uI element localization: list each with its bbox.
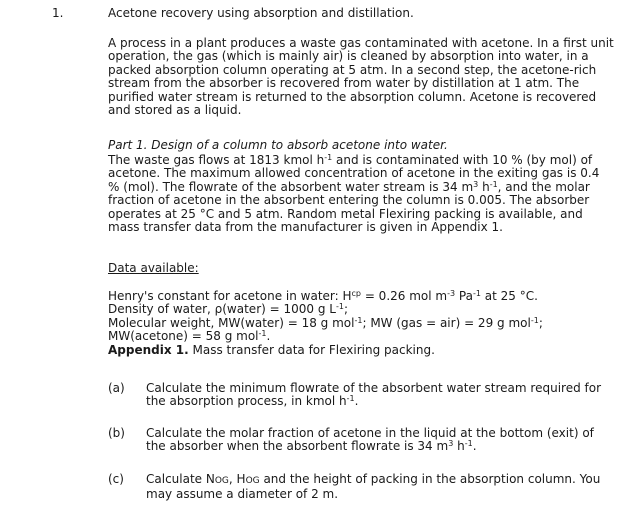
qc-sub-og: OG	[214, 476, 229, 486]
subquestion-a-text	[146, 382, 612, 409]
subquestion-c-label: (c)	[108, 472, 124, 486]
qc-sub-og-2: OG	[245, 476, 260, 486]
mw-text-c: ;	[538, 315, 543, 330]
qa-text-b: .	[354, 394, 359, 409]
data-available-label: Data available:	[108, 261, 199, 275]
part1-paragraph	[108, 154, 614, 234]
mw-acetone-line	[108, 330, 614, 343]
question-number: 1.	[52, 6, 64, 20]
sup-minus1: -1	[530, 315, 539, 325]
sup-minus1: -1	[346, 394, 355, 404]
part1-text-c: h	[478, 179, 490, 194]
qb-text-b: h	[453, 439, 465, 454]
henry-text-c: Pa	[455, 289, 473, 303]
intro-paragraph: A process in a plant produces a waste gas contaminated with acetone. In a first unit operation, the gas (which is mainly air) is cleaned by absorption into water, in a packed absorption column operating at 5 atm. In a second step, the acetone-rich stream from the absorber is recovered from water by distillation at 1 atm. The purified water stream is returned to the absorption column. Acetone is recovered and stored as a liquid.	[108, 36, 614, 118]
part1-heading: Part 1. Design of a column to absorb acetone into water.	[108, 138, 448, 152]
sup-cubed: 3	[448, 439, 454, 449]
qa-text-a: Calculate the minimum flowrate of the absorbent water stream required for the absorption process, in kmol h	[146, 381, 602, 409]
qc-text-b: , H	[228, 472, 246, 486]
density-text-b: ;	[343, 302, 348, 317]
appendix-label: Appendix 1.	[108, 342, 189, 357]
sup-minus1: -1	[324, 153, 333, 162]
mw-acetone-text-b: .	[266, 329, 271, 344]
subquestion-b-label: (b)	[108, 426, 125, 440]
henry-constant-line	[108, 290, 614, 303]
part1-text-a: The waste gas flows at 1813 kmol h	[108, 153, 325, 167]
sup-cubed: 3	[473, 179, 479, 189]
density-text-a: Density of water, ρ(water) = 1000 g L	[108, 302, 336, 317]
henry-sup-cp: cp	[351, 289, 361, 298]
mw-acetone-text-a: MW(acetone) = 58 g mol	[108, 329, 259, 344]
part1-text-d: , and the molar fraction of acetone in the absorbent entering the column is 0.005. The absorber operates at 25 °C and 5 atm. Random metal Flexiring packing is available, and mass transfer data from the manufacturer is given in Appendix 1.	[108, 179, 590, 235]
density-line	[108, 303, 614, 316]
question-title: Acetone recovery using absorption and distillation.	[108, 6, 414, 20]
sup-minus3: -3	[447, 289, 456, 298]
sup-minus1: -1	[472, 289, 481, 298]
data-available-list	[108, 290, 614, 357]
sup-minus1: -1	[354, 315, 363, 325]
qb-text-c: .	[472, 439, 477, 454]
sup-minus1: -1	[335, 302, 344, 312]
mw-text-b: ; MW (gas = air) = 29 g mol	[362, 315, 531, 330]
part1-text-b: and is contaminated with 10 % (by mol) of acetone. The maximum allowed concentration of acetone in the exiting gas is 0.4 % (mol). The flowrate of the absorbent water stream is 34 m	[108, 153, 600, 194]
appendix-text: Mass transfer data for Flexiring packing.	[188, 342, 435, 357]
molecular-weight-line	[108, 317, 614, 330]
appendix-line	[108, 344, 614, 357]
henry-text-b: = 0.26 mol m	[361, 289, 448, 303]
qb-text-a: Calculate the molar fraction of acetone in the liquid at the bottom (exit) of the absorber when the absorbent flowrate is 34 m	[146, 426, 594, 454]
mw-text-a: Molecular weight, MW(water) = 18 g mol	[108, 315, 355, 330]
sup-minus1: -1	[464, 439, 473, 449]
sup-minus1: -1	[489, 179, 498, 189]
qc-text-a: Calculate N	[146, 472, 215, 486]
subquestion-b-text	[146, 427, 612, 454]
henry-text-d: at 25 °C.	[480, 289, 538, 303]
henry-text-a: Henry's constant for acetone in water: H	[108, 289, 352, 303]
subquestion-c-text	[146, 473, 612, 502]
subquestion-a-label: (a)	[108, 381, 125, 395]
sup-minus1: -1	[258, 329, 267, 339]
qc-text-c: and the height of packing in the absorption column. You may assume a diameter of 2 m.	[146, 472, 601, 502]
